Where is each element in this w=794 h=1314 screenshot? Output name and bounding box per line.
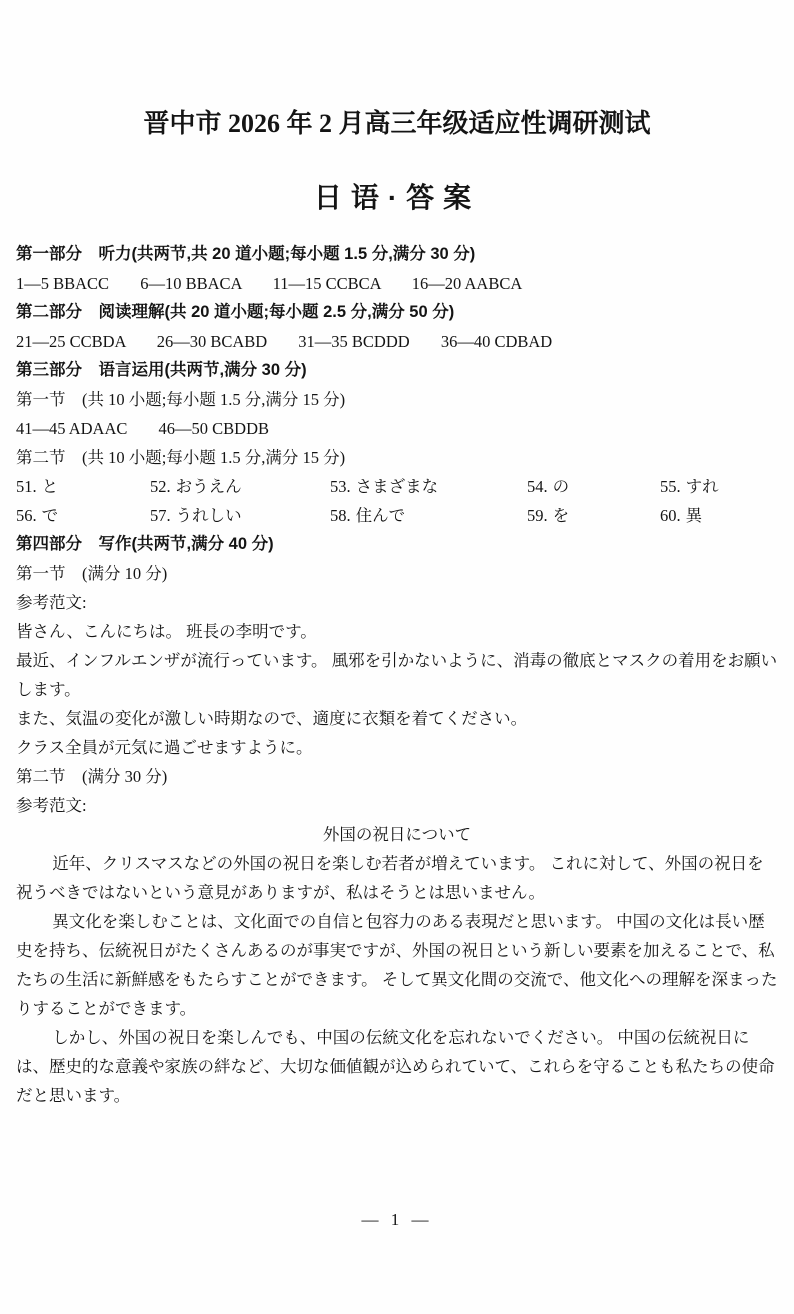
fill-answer-55 [660,472,778,501]
fill-answer-54 [527,472,660,501]
question-number: 51. [16,477,37,496]
fill-answer-57 [150,501,330,530]
essay1-line: 皆さん、こんにちは。 班長の李明です。 [16,622,317,641]
answer-text: うれしい [175,506,242,525]
document-title: 晋中市 2026 年 2 月高三年级适应性调研测试 [143,109,651,138]
answer-group: 26—30 BCABD [156,332,268,351]
answer-group: 6—10 BBACA [140,274,242,293]
answer-text: おうえん [175,477,242,496]
reference-essay-label: 参考范文: [16,593,87,612]
fill-answer-56 [16,501,150,530]
answer-group: 46—50 CBDDB [158,419,269,438]
part3-section2-label: 第二节 (共 10 小题;每小题 1.5 分,满分 15 分) [16,448,346,467]
question-number: 59. [527,506,548,525]
fill-answer-51 [16,472,150,501]
fill-answer-60 [660,501,778,530]
part3-section1-label: 第一节 (共 10 小题;每小题 1.5 分,满分 15 分) [16,390,346,409]
answer-text: で [41,506,59,525]
answer-text: 住んで [355,506,406,525]
answer-group: 31—35 BCDDD [298,332,410,351]
essay1-line: また、気温の変化が激しい時期なので、適度に衣類を着てください。 [16,709,528,728]
answer-group: 11—15 CCBCA [272,274,381,293]
question-number: 52. [150,477,171,496]
document-subtitle: 日语·答案 [313,182,481,213]
answer-group: 36—40 CDBAD [440,332,553,351]
document-body [0,240,794,1110]
part4-section1-label: 第一节 (满分 10 分) [16,564,168,583]
essay2-paragraph: 異文化を楽しむことは、文化面での自信と包容力のある表現だと思います。 中国の文化は長い歴史を持ち、伝統祝日がたくさんあるのが事実ですが、外国の祝日という新しい要素を加えることで、私たちの生活に新鮮感をもたらすことができます。 そして異文化間の交流で、他文化への理解を深まったりすることができます。 [16,912,778,1018]
page-number: — 1 — [361,1210,433,1229]
answer-group: 16—20 AABCA [411,274,523,293]
answer-text: さまざまな [355,477,439,496]
answer-group: 41—45 ADAAC [16,419,128,438]
fill-answer-59 [527,501,660,530]
part2-answers [16,327,778,356]
fill-answer-53 [330,472,527,501]
part4-heading: 第四部分 写作(共两节,满分 40 分) [16,535,274,553]
part3-section1-answers [16,414,778,443]
fill-answer-52 [150,472,330,501]
question-number: 53. [330,477,351,496]
essay1-line: 最近、インフルエンザが流行っています。 風邪を引かないように、消毒の徹底とマスクの着用をお願いします。 [16,651,778,699]
answer-text: の [552,477,570,496]
answer-text: すれ [685,477,719,496]
answer-group: 1—5 BBACC [16,274,110,293]
part1-heading: 第一部分 听力(共两节,共 20 道小题;每小题 1.5 分,满分 30 分) [16,245,476,263]
question-number: 54. [527,477,548,496]
question-number: 57. [150,506,171,525]
essay2-paragraph: 近年、クリスマスなどの外国の祝日を楽しむ若者が増えています。 これに対して、外国の祝日を祝うべきではないという意見がありますが、私はそうとは思いません。 [16,854,764,902]
part1-answers [16,269,778,298]
answer-text: 異 [685,506,703,525]
reference-essay-label: 参考范文: [16,796,87,815]
essay1-line: クラス全員が元気に過ごせますように。 [16,738,313,757]
part4-section2-label: 第二节 (满分 30 分) [16,767,168,786]
answer-group: 21—25 CCBDA [16,332,126,351]
question-number: 55. [660,477,681,496]
part3-heading: 第三部分 语言运用(共两节,满分 30 分) [16,361,307,379]
part2-heading: 第二部分 阅读理解(共 20 道小题;每小题 2.5 分,满分 50 分) [16,303,455,321]
question-number: 60. [660,506,681,525]
essay2-title: 外国の祝日について [322,825,472,844]
answer-text: を [552,506,570,525]
answer-text: と [41,477,59,496]
question-number: 56. [16,506,37,525]
essay2-paragraph: しかし、外国の祝日を楽しんでも、中国の伝統文化を忘れないでください。 中国の伝統祝日には、歴史的な意義や家族の絆など、大切な価値観が込められていて、これらを守ることも私たちの使命だと思います。 [16,1028,775,1105]
question-number: 58. [330,506,351,525]
fill-answer-58 [330,501,527,530]
part3-section2-answer-grid [16,472,778,530]
